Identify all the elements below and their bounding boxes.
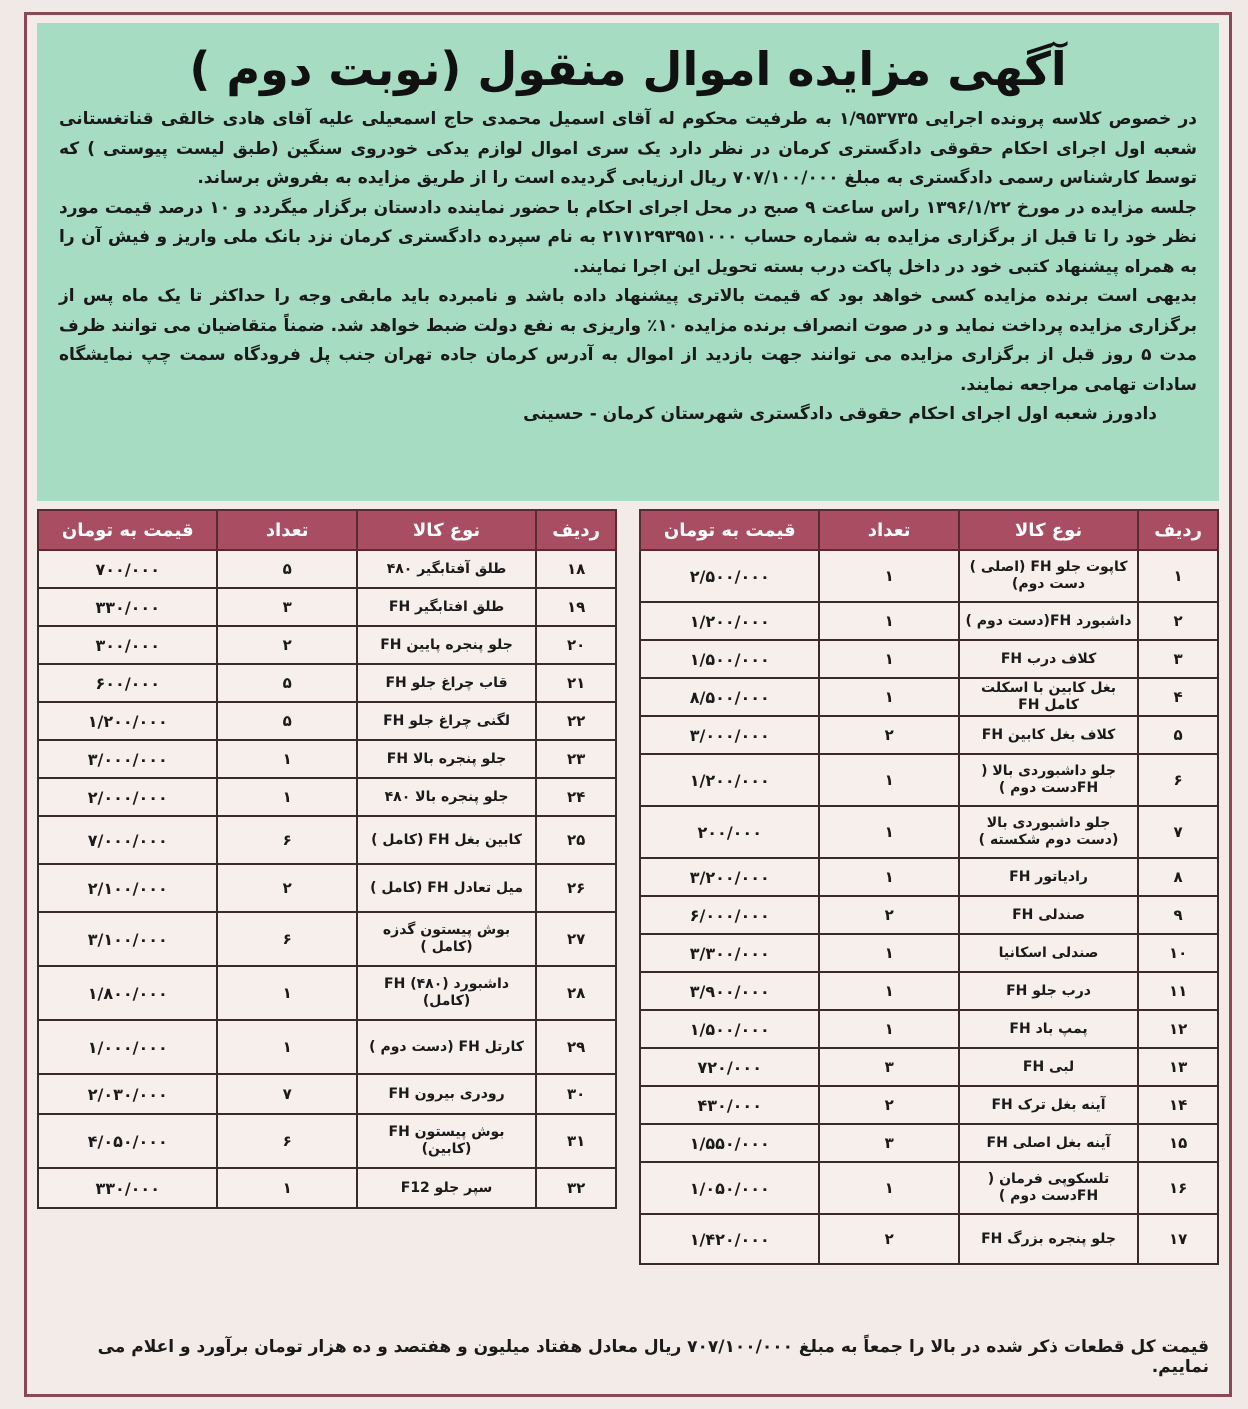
cell-qty: ۱ <box>819 1162 958 1214</box>
cell-idx: ۲۸ <box>536 966 616 1020</box>
cell-qty: ۲ <box>819 896 958 934</box>
cell-price: ۳/۹۰۰/۰۰۰ <box>640 972 819 1010</box>
cell-price: ۱/۴۲۰/۰۰۰ <box>640 1214 819 1264</box>
table-row <box>38 1020 616 1074</box>
cell-price: ۳/۱۰۰/۰۰۰ <box>38 912 217 966</box>
signature: دادورز شعبه اول اجرای احکام حقوقی دادگستری شهرستان کرمان - حسینی <box>523 404 1157 424</box>
header-qty: تعداد <box>819 510 958 550</box>
cell-price: ۱/۰۰۰/۰۰۰ <box>38 1020 217 1074</box>
cell-name: جلو داشبوردی بالا (دست دوم شکسته ) <box>959 806 1138 858</box>
cell-name: سپر جلو F12 <box>357 1168 536 1208</box>
header-name: نوع کالا <box>959 510 1138 550</box>
cell-name: رودری بیرون FH <box>357 1074 536 1114</box>
cell-idx: ۳۰ <box>536 1074 616 1114</box>
cell-name: پمپ باد FH <box>959 1010 1138 1048</box>
total-price-note: قیمت کل قطعات ذکر شده در بالا را جمعاً به مبلغ ۷۰۷/۱۰۰/۰۰۰ ریال معادل هفتاد میلیون و هفتصد و ده هزار تومان برآورد و اعلام می نماییم. <box>97 1337 1209 1377</box>
notice-box <box>37 23 1219 501</box>
cell-idx: ۸ <box>1138 858 1218 896</box>
cell-idx: ۱۰ <box>1138 934 1218 972</box>
cell-idx: ۲۲ <box>536 702 616 740</box>
cell-qty: ۱ <box>819 972 958 1010</box>
table-row <box>640 640 1218 678</box>
cell-name: آینه بغل ترک FH <box>959 1086 1138 1124</box>
cell-name: بغل کابین با اسکلت کامل FH <box>959 678 1138 716</box>
cell-idx: ۳ <box>1138 640 1218 678</box>
cell-name: درب جلو FH <box>959 972 1138 1010</box>
cell-name: کلاف بغل کابین FH <box>959 716 1138 754</box>
cell-name: جلو پنجره پایین FH <box>357 626 536 664</box>
cell-idx: ۲۱ <box>536 664 616 702</box>
table-body-right <box>640 550 1218 1264</box>
cell-price: ۷/۰۰۰/۰۰۰ <box>38 816 217 864</box>
cell-price: ۱/۲۰۰/۰۰۰ <box>640 602 819 640</box>
table-row <box>640 1086 1218 1124</box>
cell-qty: ۱ <box>819 640 958 678</box>
cell-price: ۱/۲۰۰/۰۰۰ <box>38 702 217 740</box>
cell-name: لبی FH <box>959 1048 1138 1086</box>
table-header-row <box>640 510 1218 550</box>
cell-idx: ۱ <box>1138 550 1218 602</box>
cell-idx: ۱۱ <box>1138 972 1218 1010</box>
cell-name: رادیاتور FH <box>959 858 1138 896</box>
table-row <box>38 740 616 778</box>
table-row <box>38 778 616 816</box>
cell-name: کاپوت جلو FH (اصلی ) دست دوم) <box>959 550 1138 602</box>
cell-name: جلو پنجره بزرگ FH <box>959 1214 1138 1264</box>
cell-idx: ۲۶ <box>536 864 616 912</box>
cell-name: بوش پیستون FH (کابین) <box>357 1114 536 1168</box>
tables-area <box>37 509 1219 1327</box>
cell-price: ۳/۲۰۰/۰۰۰ <box>640 858 819 896</box>
cell-qty: ۱ <box>819 806 958 858</box>
table-header-row <box>38 510 616 550</box>
cell-qty: ۱ <box>217 778 356 816</box>
cell-qty: ۷ <box>217 1074 356 1114</box>
cell-qty: ۳ <box>217 588 356 626</box>
cell-name: جلو پنجره بالا FH <box>357 740 536 778</box>
cell-name: جلو پنجره بالا ۴۸۰ <box>357 778 536 816</box>
table-row <box>38 550 616 588</box>
cell-name: طلق افتابگیر FH <box>357 588 536 626</box>
header-idx: ردیف <box>1138 510 1218 550</box>
table-row <box>640 754 1218 806</box>
cell-name: داشبورد FH(دست دوم ) <box>959 602 1138 640</box>
cell-name: آینه بغل اصلی FH <box>959 1124 1138 1162</box>
cell-name: طلق آفتابگیر ۴۸۰ <box>357 550 536 588</box>
cell-qty: ۲ <box>217 626 356 664</box>
table-body-left <box>38 550 616 1208</box>
table-row <box>640 1214 1218 1264</box>
cell-name: کابین بغل FH (کامل ) <box>357 816 536 864</box>
table-row <box>38 1168 616 1208</box>
cell-price: ۳/۰۰۰/۰۰۰ <box>38 740 217 778</box>
header-idx: ردیف <box>536 510 616 550</box>
paragraph-3: بدیهی است برنده مزایده کسی خواهد بود که قیمت بالاتری پیشنهاد داده باشد و نامبرده باید مابقی وجه را حداکثر تا یک ماه پس از برگزاری مزایده پرداخت نماید و در صوت انصراف برنده مزایده ۱۰٪ واریزی به نفع دولت ضبط خواهد شد. ضمناً متقاضیان می توانند ظرف مدت ۵ روز قبل از برگزاری مزایده می توانند جهت بازدید از اموال به آدرس کرمان جاده تهران جنب پل فرودگاه سمت چپ نمایشگاه سادات تهامی مراجعه نمایند. <box>59 286 1197 395</box>
cell-idx: ۱۷ <box>1138 1214 1218 1264</box>
cell-qty: ۲ <box>819 1214 958 1264</box>
cell-idx: ۳۲ <box>536 1168 616 1208</box>
cell-idx: ۱۸ <box>536 550 616 588</box>
cell-qty: ۱ <box>819 1010 958 1048</box>
cell-idx: ۷ <box>1138 806 1218 858</box>
table-row <box>38 966 616 1020</box>
table-row <box>640 550 1218 602</box>
cell-price: ۳/۳۰۰/۰۰۰ <box>640 934 819 972</box>
cell-price: ۷۲۰/۰۰۰ <box>640 1048 819 1086</box>
notice-body <box>59 105 1197 400</box>
cell-idx: ۱۲ <box>1138 1010 1218 1048</box>
cell-price: ۱/۸۰۰/۰۰۰ <box>38 966 217 1020</box>
cell-qty: ۵ <box>217 550 356 588</box>
cell-price: ۴۳۰/۰۰۰ <box>640 1086 819 1124</box>
table-row <box>38 864 616 912</box>
cell-idx: ۲۵ <box>536 816 616 864</box>
cell-idx: ۴ <box>1138 678 1218 716</box>
notice-title: آگهی مزایده اموال منقول (نوبت دوم ) <box>189 42 1067 96</box>
cell-price: ۲۰۰/۰۰۰ <box>640 806 819 858</box>
paragraph-2: جلسه مزایده در مورخ ۱۳۹۶/۱/۲۲ راس ساعت ۹ صبح در محل اجرای احکام با حضور نماینده دادستان برگزار میگردد و ۱۰ درصد قیمت مورد نظر خود را تا قبل از برگزاری مزایده به شماره حساب ۲۱۷۱۲۹۳۹۵۱۰۰۰ به نام سپرده دادگستری کرمان نزد بانک ملی واریز و فیش آن را به همراه پیشنهاد کتبی خود در داخل پاکت درب بسته تحویل این اجرا نمایند. <box>59 197 1198 277</box>
cell-name: میل تعادل FH (کامل ) <box>357 864 536 912</box>
cell-qty: ۱ <box>217 1168 356 1208</box>
cell-qty: ۵ <box>217 664 356 702</box>
cell-qty: ۳ <box>819 1124 958 1162</box>
cell-price: ۳/۰۰۰/۰۰۰ <box>640 716 819 754</box>
table-row <box>640 934 1218 972</box>
cell-qty: ۱ <box>819 934 958 972</box>
table-row <box>640 896 1218 934</box>
table-row <box>640 716 1218 754</box>
cell-name: قاب چراغ جلو FH <box>357 664 536 702</box>
cell-price: ۴/۰۵۰/۰۰۰ <box>38 1114 217 1168</box>
header-qty: تعداد <box>217 510 356 550</box>
cell-price: ۱/۵۵۰/۰۰۰ <box>640 1124 819 1162</box>
cell-qty: ۱ <box>819 602 958 640</box>
table-row <box>640 858 1218 896</box>
cell-price: ۲/۰۳۰/۰۰۰ <box>38 1074 217 1114</box>
cell-qty: ۱ <box>217 966 356 1020</box>
cell-name: صندلی FH <box>959 896 1138 934</box>
cell-price: ۲/۱۰۰/۰۰۰ <box>38 864 217 912</box>
cell-idx: ۲۳ <box>536 740 616 778</box>
cell-price: ۱/۵۰۰/۰۰۰ <box>640 1010 819 1048</box>
cell-idx: ۲۹ <box>536 1020 616 1074</box>
cell-qty: ۱ <box>819 858 958 896</box>
cell-name: صندلی اسکانیا <box>959 934 1138 972</box>
table-row <box>38 664 616 702</box>
cell-qty: ۱ <box>217 740 356 778</box>
cell-qty: ۱ <box>217 1020 356 1074</box>
table-row <box>640 972 1218 1010</box>
table-row <box>38 1074 616 1114</box>
cell-price: ۶/۰۰۰/۰۰۰ <box>640 896 819 934</box>
cell-qty: ۶ <box>217 912 356 966</box>
table-row <box>640 602 1218 640</box>
table-row <box>640 1010 1218 1048</box>
cell-qty: ۱ <box>819 678 958 716</box>
cell-name: کارتل FH (دست دوم ) <box>357 1020 536 1074</box>
cell-name: تلسکوپی فرمان ( FHدست دوم ) <box>959 1162 1138 1214</box>
cell-qty: ۱ <box>819 754 958 806</box>
cell-price: ۶۰۰/۰۰۰ <box>38 664 217 702</box>
cell-price: ۸/۵۰۰/۰۰۰ <box>640 678 819 716</box>
cell-idx: ۲ <box>1138 602 1218 640</box>
cell-price: ۳۳۰/۰۰۰ <box>38 1168 217 1208</box>
cell-idx: ۱۶ <box>1138 1162 1218 1214</box>
cell-qty: ۲ <box>819 1086 958 1124</box>
cell-price: ۱/۲۰۰/۰۰۰ <box>640 754 819 806</box>
cell-name: لگنی چراغ جلو FH <box>357 702 536 740</box>
cell-qty: ۵ <box>217 702 356 740</box>
cell-name: داشبورد FH (۴۸۰) (کامل) <box>357 966 536 1020</box>
table-row <box>38 912 616 966</box>
table-row <box>38 626 616 664</box>
cell-idx: ۲۷ <box>536 912 616 966</box>
cell-idx: ۹ <box>1138 896 1218 934</box>
table-row <box>38 816 616 864</box>
cell-name: جلو داشبوردی بالا ( FHدست دوم ) <box>959 754 1138 806</box>
header-price: قیمت به تومان <box>640 510 819 550</box>
items-table-right <box>639 509 1219 1265</box>
cell-idx: ۱۵ <box>1138 1124 1218 1162</box>
cell-qty: ۲ <box>819 716 958 754</box>
cell-idx: ۶ <box>1138 754 1218 806</box>
header-price: قیمت به تومان <box>38 510 217 550</box>
cell-idx: ۵ <box>1138 716 1218 754</box>
table-row <box>640 1124 1218 1162</box>
cell-price: ۱/۰۵۰/۰۰۰ <box>640 1162 819 1214</box>
cell-qty: ۶ <box>217 816 356 864</box>
cell-idx: ۱۹ <box>536 588 616 626</box>
table-row <box>640 1048 1218 1086</box>
items-table-left <box>37 509 617 1209</box>
cell-price: ۲/۵۰۰/۰۰۰ <box>640 550 819 602</box>
table-row <box>38 1114 616 1168</box>
cell-idx: ۱۴ <box>1138 1086 1218 1124</box>
table-row <box>38 588 616 626</box>
cell-price: ۳۳۰/۰۰۰ <box>38 588 217 626</box>
table-row <box>640 1162 1218 1214</box>
cell-idx: ۲۴ <box>536 778 616 816</box>
cell-price: ۳۰۰/۰۰۰ <box>38 626 217 664</box>
table-row <box>38 702 616 740</box>
cell-qty: ۶ <box>217 1114 356 1168</box>
cell-idx: ۳۱ <box>536 1114 616 1168</box>
paragraph-1: در خصوص کلاسه پرونده اجرایی ۱/۹۵۳۷۳۵ به طرفیت محکوم له آقای اسمیل محمدی حاج اسمعیلی علیه آقای هادی خالقی قناتغستانی شعبه اول اجرای احکام حقوقی دادگستری کرمان در نظر دارد یک سری اموال لوازم یدکی خودروی سنگین (طبق لیست پیوستی ) که توسط کارشناس رسمی دادگستری به مبلغ ۷۰۷/۱۰۰/۰۰۰ ریال ارزیابی گردیده است را از طریق مزایده به بفروش برساند. <box>59 109 1197 188</box>
table-row <box>640 678 1218 716</box>
cell-name: کلاف درب FH <box>959 640 1138 678</box>
cell-qty: ۲ <box>217 864 356 912</box>
cell-name: بوش پیستون گدزه (کامل ) <box>357 912 536 966</box>
cell-qty: ۱ <box>819 550 958 602</box>
cell-price: ۱/۵۰۰/۰۰۰ <box>640 640 819 678</box>
cell-idx: ۲۰ <box>536 626 616 664</box>
ad-frame <box>24 12 1232 1397</box>
cell-price: ۲/۰۰۰/۰۰۰ <box>38 778 217 816</box>
table-row <box>640 806 1218 858</box>
cell-price: ۷۰۰/۰۰۰ <box>38 550 217 588</box>
header-name: نوع کالا <box>357 510 536 550</box>
cell-idx: ۱۳ <box>1138 1048 1218 1086</box>
cell-qty: ۳ <box>819 1048 958 1086</box>
